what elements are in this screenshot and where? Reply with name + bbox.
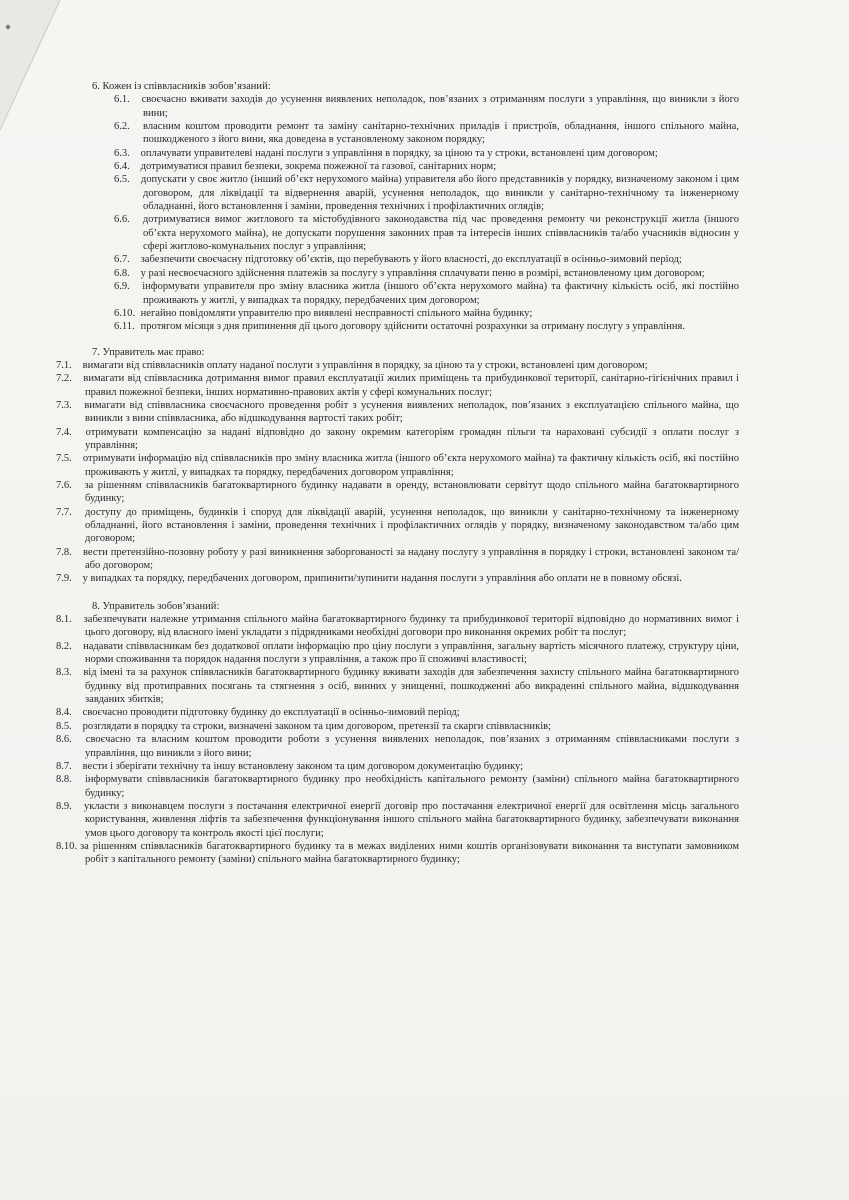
section-7-item-9	[56, 572, 739, 585]
item-text: власним коштом проводити ремонт та заміну санітарно-технічних приладів і пристроїв, обладнання, іншого спільного майна, пошкодженого з його вини, яка доведена в установленому законом порядку;	[142, 121, 740, 146]
section-6-item-7	[114, 253, 739, 266]
item-text: допускати у своє житло (інший об’єкт нерухомого майна) управителя або його представників у порядку, визначеному законом і цим договором, для ліквідації та відвернення аварій, усунення неполадок, що виникли у санітарно-технічному та інженерному обладнанні, його встановлення і заміни, проведення технічних і профілактичних оглядів;	[140, 174, 739, 213]
item-number: 6.4.	[114, 161, 130, 173]
item-number: 8.9.	[56, 800, 72, 812]
item-text: у разі несвоєчасного здійснення платежів за послугу з управління сплачувати пеню в розмірі, встановленому цим договором;	[140, 267, 705, 279]
item-text: вести претензійно-позовну роботу у разі виникнення заборгованості за надану послугу з управління в порядку і строки, встановлені законом та/або договором;	[82, 546, 739, 572]
item-number: 6.9.	[114, 281, 130, 293]
item-number: 8.5.	[56, 720, 72, 732]
section-7-item-3	[56, 399, 740, 426]
section-8-item-1	[56, 613, 739, 640]
section-8-item-6	[56, 733, 739, 760]
item-number: 6.11.	[114, 321, 135, 333]
item-number: 8.2.	[56, 640, 72, 652]
item-number: 6.1.	[114, 94, 130, 106]
item-number: 7.7.	[56, 506, 72, 518]
section-8-item-5	[56, 720, 739, 733]
item-number: 8.10.	[56, 840, 78, 852]
item-number: 8.7.	[56, 760, 72, 772]
item-number: 7.1.	[56, 359, 72, 371]
item-text: доступу до приміщень, будинків і споруд для ліквідації аварій, усунення неполадок, що виникли у санітарно-технічному та інженерному обладнанні, його встановлення і заміни, проведення технічних і профілактичних оглядів у порядку, визначеному законодавством та/або цим договором;	[84, 506, 739, 545]
item-text: своєчасно проводити підготовку будинку до експлуатації в осінньо-зимовий період;	[82, 707, 460, 719]
item-number: 8.6.	[56, 734, 72, 746]
item-number: 8.8.	[56, 774, 72, 786]
item-text: оплачувати управителеві надані послуги з управління в порядку, за ціною та у строки, встановлені цим договором;	[140, 147, 658, 159]
item-text: у випадках та порядку, передбачених договором, припинити/зупинити надання послуги з управління або оплати не в повному обсязі.	[82, 573, 682, 585]
item-number: 6.2.	[114, 121, 130, 133]
item-number: 6.10.	[114, 307, 136, 319]
section-7-item-6	[56, 479, 739, 506]
item-text: інформувати управителя про зміну власника житла (іншого об’єкта нерухомого майна) та фактичну кількість осіб, які постійно проживають у житлі, у випадках та порядку, передбачених цим договором;	[142, 281, 739, 306]
item-text: дотримуватися вимог житлового та містобудівного законодавства під час проведення ремонту чи реконструкції житла (іншого об’єкта нерухомого майна), не допускати порушення законних прав та інтересів інших співвласників та/або учасників відносин у сфері житлово-комунальних послуг з управління;	[142, 214, 739, 253]
item-number: 6.5.	[114, 174, 130, 186]
item-number: 7.3.	[56, 399, 72, 411]
section-6-item-3	[114, 147, 739, 160]
section-6-item-8	[114, 267, 739, 280]
section-8-item-7	[56, 760, 739, 773]
section-6-heading: 6. Кожен із співвласників зобов’язаний:	[92, 81, 271, 92]
section-8-item-8	[56, 773, 740, 800]
section-7-heading: 7. Управитель має право:	[92, 346, 205, 358]
section-8-item-2	[56, 640, 739, 667]
item-number: 7.6.	[56, 479, 72, 491]
section-7-item-8	[56, 546, 739, 573]
section-7-item-7	[56, 506, 739, 546]
section-7-item-2	[56, 372, 739, 399]
section-6-item-2	[114, 120, 740, 147]
item-number: 6.8.	[114, 267, 130, 279]
item-text: забезпечувати належне утримання спільного майна багатоквартирного будинку та прибудинкової території відповідно до нормативних вимог і цього договору, від власного імені укладати з підрядниками необхідні договори про виконання окремих робіт та послуг;	[83, 614, 739, 639]
item-number: 6.6.	[114, 214, 130, 226]
item-number: 8.4.	[56, 707, 72, 719]
section-8-heading: 8. Управитель зобов’язаний:	[92, 600, 220, 612]
item-text: інформувати співвласників багатоквартирного будинку про необхідність капітального ремонту (заміни) спільного майна багатоквартирного будинку;	[84, 774, 740, 799]
item-text: вимагати від співвласника дотримання вимог правил експлуатації жилих приміщень та прибудинкової території, санітарно-гігієнічних правил і правил пожежної безпеки, інших нормативно-правових актів у сфері комунальних послуг;	[83, 373, 739, 398]
section-8-item-3	[56, 666, 739, 706]
item-text: дотримуватися правил безпеки, зокрема пожежної та газової, санітарних норм;	[140, 161, 497, 173]
section-7-item-1	[56, 359, 739, 372]
item-text: протягом місяця з дня припинення дії цього договору здійснити остаточні розрахунки за отриману послугу з управління.	[140, 321, 685, 333]
item-number: 7.9.	[56, 573, 72, 585]
item-text: отримувати інформацію від співвласників про зміну власника житла (іншого об’єкта нерухомого майна) та фактичну кількість осіб, які постійно проживають у житлі, у випадках та порядку, передбачених договором управління;	[82, 453, 739, 478]
item-text: негайно повідомляти управителю про виявлені несправності спільного майна будинку;	[140, 307, 533, 319]
item-text: розглядати в порядку та строки, визначені законом та цим договором, претензії та скарги співвласників;	[82, 720, 552, 732]
item-text: укласти з виконавцем послуги з постачання електричної енергії договір про постачання електричної енергії для освітлення місць загального користування, живлення ліфтів та забезпечення функціонування іншого спільного майна багатоквартирного будинку, забезпечувати виконання умов цього договору та контроль якості цієї послуги;	[84, 800, 739, 839]
item-number: 7.4.	[56, 426, 72, 438]
item-text: надавати співвласникам без додаткової оплати інформацію про ціну послуги з управління, загальну вартість місячного платежу, структуру ціни, норми споживання та порядок надання послуги з управління, а також про її споживчі властивості;	[83, 640, 739, 666]
item-text: забезпечити своєчасну підготовку об’єктів, що перебувають у його власності, до експлуатації в осінньо-зимовий період;	[140, 254, 682, 266]
item-text: вимагати від співвласника своєчасного проведення робіт з усунення виявлених неполадок, пов’язаних з експлуатацією спільного майна, що виникли з вини співвласника, або відшкодування вартості таких робіт;	[84, 399, 740, 425]
item-text: вести і зберігати технічну та іншу встановлену законом та цим договором документацію будинку;	[82, 760, 524, 772]
section-6-item-1	[114, 93, 739, 120]
item-number: 7.8.	[56, 546, 72, 558]
item-text: своєчасно та власним коштом проводити роботи з усунення виявлених неполадок, пов’язаних з отриманням співвласниками послуги з управління, що виникли з його вини;	[85, 734, 739, 759]
section-8-item-4	[56, 706, 739, 719]
section-8-item-10	[56, 840, 739, 867]
section-6-item-9	[114, 280, 739, 307]
item-text: за рішенням співвласників багатоквартирного будинку та в межах виділених ними коштів організовувати виконання та виступати замовником робіт з капітального ремонту (заміни) спільного майна багатоквартирного будинку;	[80, 840, 739, 866]
section-8-item-9	[56, 800, 739, 840]
item-text: своєчасно вживати заходів до усунення виявлених неполадок, пов’язаних з отриманням послуги з управління, що виникли з його вини;	[141, 94, 739, 119]
section-6-item-5	[114, 173, 739, 213]
item-number: 7.5.	[56, 453, 72, 465]
item-number: 6.3.	[114, 147, 130, 159]
item-text: вимагати від співвласників оплату наданої послуги з управління в порядку, за ціною та у строки, встановлені цим договором;	[82, 359, 648, 371]
item-number: 8.1.	[56, 614, 72, 626]
item-number: 7.2.	[56, 373, 72, 385]
section-6-item-4	[114, 160, 739, 173]
section-6-item-10	[114, 307, 739, 320]
item-text: від імені та за рахунок співвласників багатоквартирного будинку вживати заходів для забезпечення захисту спільного майна багатоквартирного будинку від протиправних посягань та стягнення з осіб, винних у знищенні, пошкодженні або викраденні спільного майна, відшкодування завданих збитків;	[83, 667, 739, 706]
section-6-item-11	[114, 320, 739, 333]
item-number: 8.3.	[56, 667, 72, 679]
document-body	[0, 80, 849, 867]
section-7-item-5	[56, 452, 739, 479]
item-number: 6.7.	[114, 254, 130, 266]
item-text: за рішенням співвласників багатоквартирного будинку надавати в оренду, встановлювати сервітут щодо спільного майна багатоквартирного будинку;	[84, 479, 739, 505]
section-7-item-4	[56, 426, 739, 453]
section-6-item-6	[114, 213, 739, 253]
item-text: отримувати компенсацію за надані відповідно до закону окремим категоріям громадян пільги та нараховані субсидії з оплати послуг з управління;	[85, 426, 739, 451]
